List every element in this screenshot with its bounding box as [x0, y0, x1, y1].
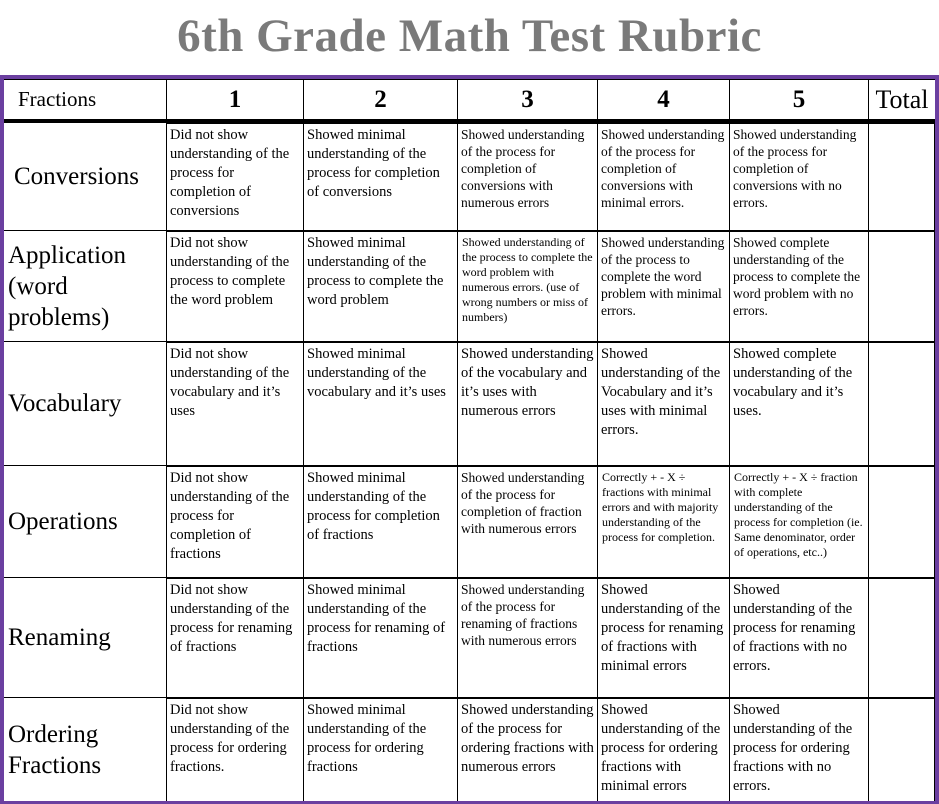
header-score-4: 4	[597, 79, 730, 120]
rubric-cell: Showed understanding of the process for ordering fractions with numerous errors	[457, 698, 598, 801]
total-cell	[868, 123, 935, 231]
header-total: Total	[868, 79, 935, 120]
row-label-operations: Operations	[4, 466, 167, 578]
rubric-cell: Showed minimal understanding of the process for renaming of fractions	[303, 578, 458, 698]
rubric-cell: Correctly + - X ÷ fraction with complete understanding of the process for completion (ie. Same denominator, order of operations, etc..)	[729, 466, 869, 578]
rubric-cell: Showed complete understanding of the vocabulary and it’s uses.	[729, 342, 869, 466]
header-category: Fractions	[4, 79, 167, 120]
row-label-application: Application (word problems)	[4, 231, 167, 342]
rubric-cell: Did not show understanding of the process for ordering fractions.	[166, 698, 304, 801]
rubric-cell: Did not show understanding of the process for completion of fractions	[166, 466, 304, 578]
rubric-cell: Showed minimal understanding of the process to complete the word problem	[303, 231, 458, 342]
rubric-cell: Showed understanding of the process for ordering fractions with minimal errors	[597, 698, 730, 801]
rubric-cell: Correctly + - X ÷ fractions with minimal errors and with majority understanding of the process for completion.	[597, 466, 730, 578]
rubric-cell: Showed minimal understanding of the vocabulary and it’s uses	[303, 342, 458, 466]
rubric-cell: Showed understanding of the process for completion of conversions with numerous errors	[457, 123, 598, 231]
rubric-cell: Did not show understanding of the process for completion of conversions	[166, 123, 304, 231]
rubric-cell: Showed minimal understanding of the process for ordering fractions	[303, 698, 458, 801]
row-label-renaming: Renaming	[4, 578, 167, 698]
row-label-ordering-fractions: Ordering Fractions	[4, 698, 167, 801]
rubric-cell: Did not show understanding of the process for renaming of fractions	[166, 578, 304, 698]
rubric-cell: Showed minimal understanding of the process for completion of conversions	[303, 123, 458, 231]
total-cell	[868, 578, 935, 698]
rubric-cell: Showed understanding of the process to complete the word problem with numerous errors. (use of wrong numbers or miss of numbers)	[457, 231, 598, 342]
rubric-cell: Showed understanding of the process for completion of fraction with numerous errors	[457, 466, 598, 578]
rubric-cell: Did not show understanding of the vocabulary and it’s uses	[166, 342, 304, 466]
rubric-cell: Showed understanding of the process for completion of conversions with minimal errors.	[597, 123, 730, 231]
rubric-cell: Showed minimal understanding of the process for completion of fractions	[303, 466, 458, 578]
rubric-cell: Showed understanding of the process for renaming of fractions with minimal errors	[597, 578, 730, 698]
page-title: 6th Grade Math Test Rubric	[177, 10, 762, 62]
header-score-5: 5	[729, 79, 869, 120]
rubric-cell: Showed understanding of the process for completion of conversions with no errors.	[729, 123, 869, 231]
total-cell	[868, 698, 935, 801]
total-cell	[868, 342, 935, 466]
rubric-cell: Showed understanding of the process for ordering fractions with no errors.	[729, 698, 869, 801]
row-label-conversions: Conversions	[4, 123, 167, 231]
row-label-vocabulary: Vocabulary	[4, 342, 167, 466]
total-cell	[868, 231, 935, 342]
header-score-3: 3	[457, 79, 598, 120]
rubric-cell: Showed understanding of the process for renaming of fractions with numerous errors	[457, 578, 598, 698]
total-cell	[868, 466, 935, 578]
rubric-cell: Showed understanding of the Vocabulary and it’s uses with minimal errors.	[597, 342, 730, 466]
header-score-1: 1	[166, 79, 304, 120]
rubric-cell: Showed understanding of the process to complete the word problem with minimal errors.	[597, 231, 730, 342]
rubric-cell: Showed understanding of the process for renaming of fractions with no errors.	[729, 578, 869, 698]
rubric-cell: Showed complete understanding of the process to complete the word problem with no errors.	[729, 231, 869, 342]
rubric-cell: Showed understanding of the vocabulary and it’s uses with numerous errors	[457, 342, 598, 466]
header-score-2: 2	[303, 79, 458, 120]
rubric-cell: Did not show understanding of the process to complete the word problem	[166, 231, 304, 342]
